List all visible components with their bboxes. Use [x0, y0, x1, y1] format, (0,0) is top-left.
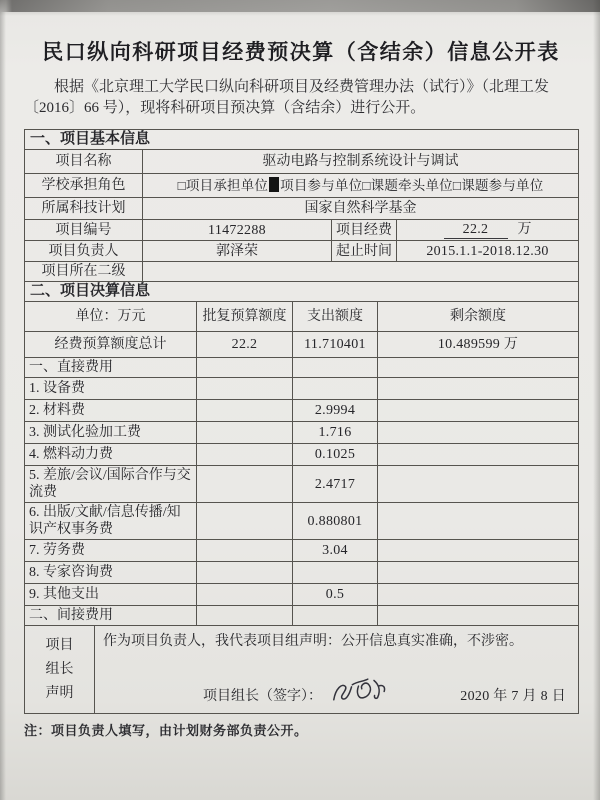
empty-cell [197, 503, 293, 540]
expense-item-spent [293, 378, 378, 400]
empty-cell [197, 540, 293, 562]
empty-cell [378, 584, 579, 606]
empty-cell [197, 562, 293, 584]
empty-cell [378, 444, 579, 466]
leader-label: 项目负责人 [25, 241, 143, 262]
role-label: 学校承担角色 [25, 174, 143, 198]
project-number-label: 项目编号 [25, 220, 143, 241]
declaration-label-line: 组长 [45, 661, 74, 677]
empty-cell [378, 400, 579, 422]
empty-cell [197, 466, 293, 503]
empty-cell [378, 422, 579, 444]
total-remaining: 10.489599 万 [378, 332, 579, 358]
table-row [25, 422, 579, 444]
role-options [143, 174, 579, 198]
budget-col-header-spent: 支出额度 [293, 302, 378, 332]
section-header-budget: 二、项目决算信息 [25, 282, 579, 302]
table-row [25, 130, 579, 150]
table-row [25, 282, 579, 302]
project-number-value: 11472288 [143, 220, 332, 241]
table-row [25, 198, 579, 220]
declaration-label-line: 项目 [45, 637, 74, 653]
declaration-label-line: 声明 [45, 685, 74, 701]
declaration-statement: 作为项目负责人，我代表项目组声明：公开信息真实准确，不涉密。 [103, 634, 523, 649]
table-row [25, 150, 579, 174]
scan-edge-top [0, 0, 600, 12]
empty-cell [378, 378, 579, 400]
fund-value-cell [397, 220, 579, 241]
budget-table [24, 281, 579, 626]
intro-paragraph [24, 77, 578, 119]
basic-info-table [24, 129, 579, 282]
total-approved: 22.2 [197, 332, 293, 358]
table-row [25, 174, 579, 198]
table-row [25, 302, 579, 332]
empty-cell [378, 540, 579, 562]
expense-item-label: 3. 测试化验加工费 [25, 422, 197, 444]
expense-item-spent: 0.1025 [293, 444, 378, 466]
indirect-costs-header: 二、间接费用 [25, 606, 197, 626]
leader-value: 郭泽荣 [143, 241, 332, 262]
plan-label: 所属科技计划 [25, 198, 143, 220]
handwritten-signature [324, 670, 395, 713]
direct-costs-header: 一、直接费用 [25, 358, 197, 378]
signature-date: 2020 年 7 月 8 日 [460, 689, 566, 704]
declaration-table [24, 625, 579, 714]
declaration-body [95, 626, 579, 714]
section-header-basic-info: 一、项目基本信息 [25, 130, 579, 150]
expense-item-spent [293, 562, 378, 584]
expense-item-label: 5. 差旅/会议/国际合作与交流费 [25, 466, 197, 503]
budget-col-header-remaining: 剩余额度 [378, 302, 579, 332]
empty-cell [197, 358, 293, 378]
empty-cell [378, 503, 579, 540]
expense-item-label: 1. 设备费 [25, 378, 197, 400]
empty-cell [378, 606, 579, 626]
intro-line-2: 〔2016〕66 号），现将科研项目预决算（含结余）进行公开。 [24, 100, 426, 116]
empty-cell [378, 466, 579, 503]
table-row [25, 606, 579, 626]
expense-item-label: 9. 其他支出 [25, 584, 197, 606]
form-content [24, 30, 578, 739]
plan-value: 国家自然科学基金 [143, 198, 579, 220]
signature-row [103, 673, 570, 705]
table-row [25, 241, 579, 262]
expense-item-label: 8. 专家咨询费 [25, 562, 197, 584]
footnote: 注：项目负责人填写，由计划财务部负责公开。 [24, 723, 308, 738]
empty-cell [197, 584, 293, 606]
role-option-undertaker: □项目承担单位 [177, 178, 269, 193]
signature-label: 项目组长（签字）： [203, 689, 322, 704]
fund-unit: 万 [517, 222, 532, 237]
project-name-label: 项目名称 [25, 150, 143, 174]
intro-line-1: 根据《北京理工大学民口纵向科研项目及经费管理办法（试行）》（北理工发 [54, 79, 550, 95]
table-row [25, 584, 579, 606]
total-spent: 11.710401 [293, 332, 378, 358]
fund-value: 22.2 [444, 221, 508, 239]
declaration-label [25, 626, 95, 714]
selected-checkbox-mark [269, 177, 279, 192]
empty-cell [197, 400, 293, 422]
secondary-unit-label: 项目所在二级 [25, 262, 143, 282]
empty-cell [197, 378, 293, 400]
empty-cell [197, 444, 293, 466]
table-row [25, 262, 579, 282]
empty-cell [197, 606, 293, 626]
table-row [25, 540, 579, 562]
table-row [25, 503, 579, 540]
empty-cell [293, 606, 378, 626]
role-option-topic-participant: □课题参与单位 [452, 178, 544, 193]
empty-cell [378, 358, 579, 378]
secondary-unit-value [143, 262, 579, 282]
empty-cell [378, 562, 579, 584]
table-row [25, 332, 579, 358]
period-value: 2015.1.1-2018.12.30 [397, 241, 579, 262]
scan-edge-right [593, 0, 600, 800]
period-label: 起止时间 [332, 241, 397, 262]
project-name-value: 驱动电路与控制系统设计与调试 [143, 150, 579, 174]
budget-col-header-unit: 单位：万元 [25, 302, 197, 332]
page-title: 民口纵向科研项目经费预决算（含结余）信息公开表 [42, 40, 560, 64]
table-row [25, 378, 579, 400]
expense-item-label: 2. 材料费 [25, 400, 197, 422]
table-row [25, 444, 579, 466]
fund-label: 项目经费 [332, 220, 397, 241]
empty-cell [293, 358, 378, 378]
table-row [25, 466, 579, 503]
scan-edge-left [0, 0, 6, 800]
expense-item-label: 4. 燃料动力费 [25, 444, 197, 466]
table-row [25, 400, 579, 422]
role-option-participant: 项目参与单位 [280, 178, 363, 193]
expense-item-spent: 2.4717 [293, 466, 378, 503]
total-row-label: 经费预算额度总计 [25, 332, 197, 358]
table-row [25, 562, 579, 584]
role-option-topic-lead: □课题牵头单位 [362, 178, 453, 193]
table-row [25, 626, 579, 714]
expense-item-spent: 3.04 [293, 540, 378, 562]
expense-item-spent: 0.5 [293, 584, 378, 606]
table-row [25, 358, 579, 378]
expense-item-label: 6. 出版/文献/信息传播/知识产权事务费 [25, 503, 197, 540]
expense-item-spent: 0.880801 [293, 503, 378, 540]
empty-cell [197, 422, 293, 444]
budget-col-header-approved: 批复预算额度 [197, 302, 293, 332]
table-row [25, 220, 579, 241]
expense-item-label: 7. 劳务费 [25, 540, 197, 562]
expense-item-spent: 1.716 [293, 422, 378, 444]
expense-item-spent: 2.9994 [293, 400, 378, 422]
